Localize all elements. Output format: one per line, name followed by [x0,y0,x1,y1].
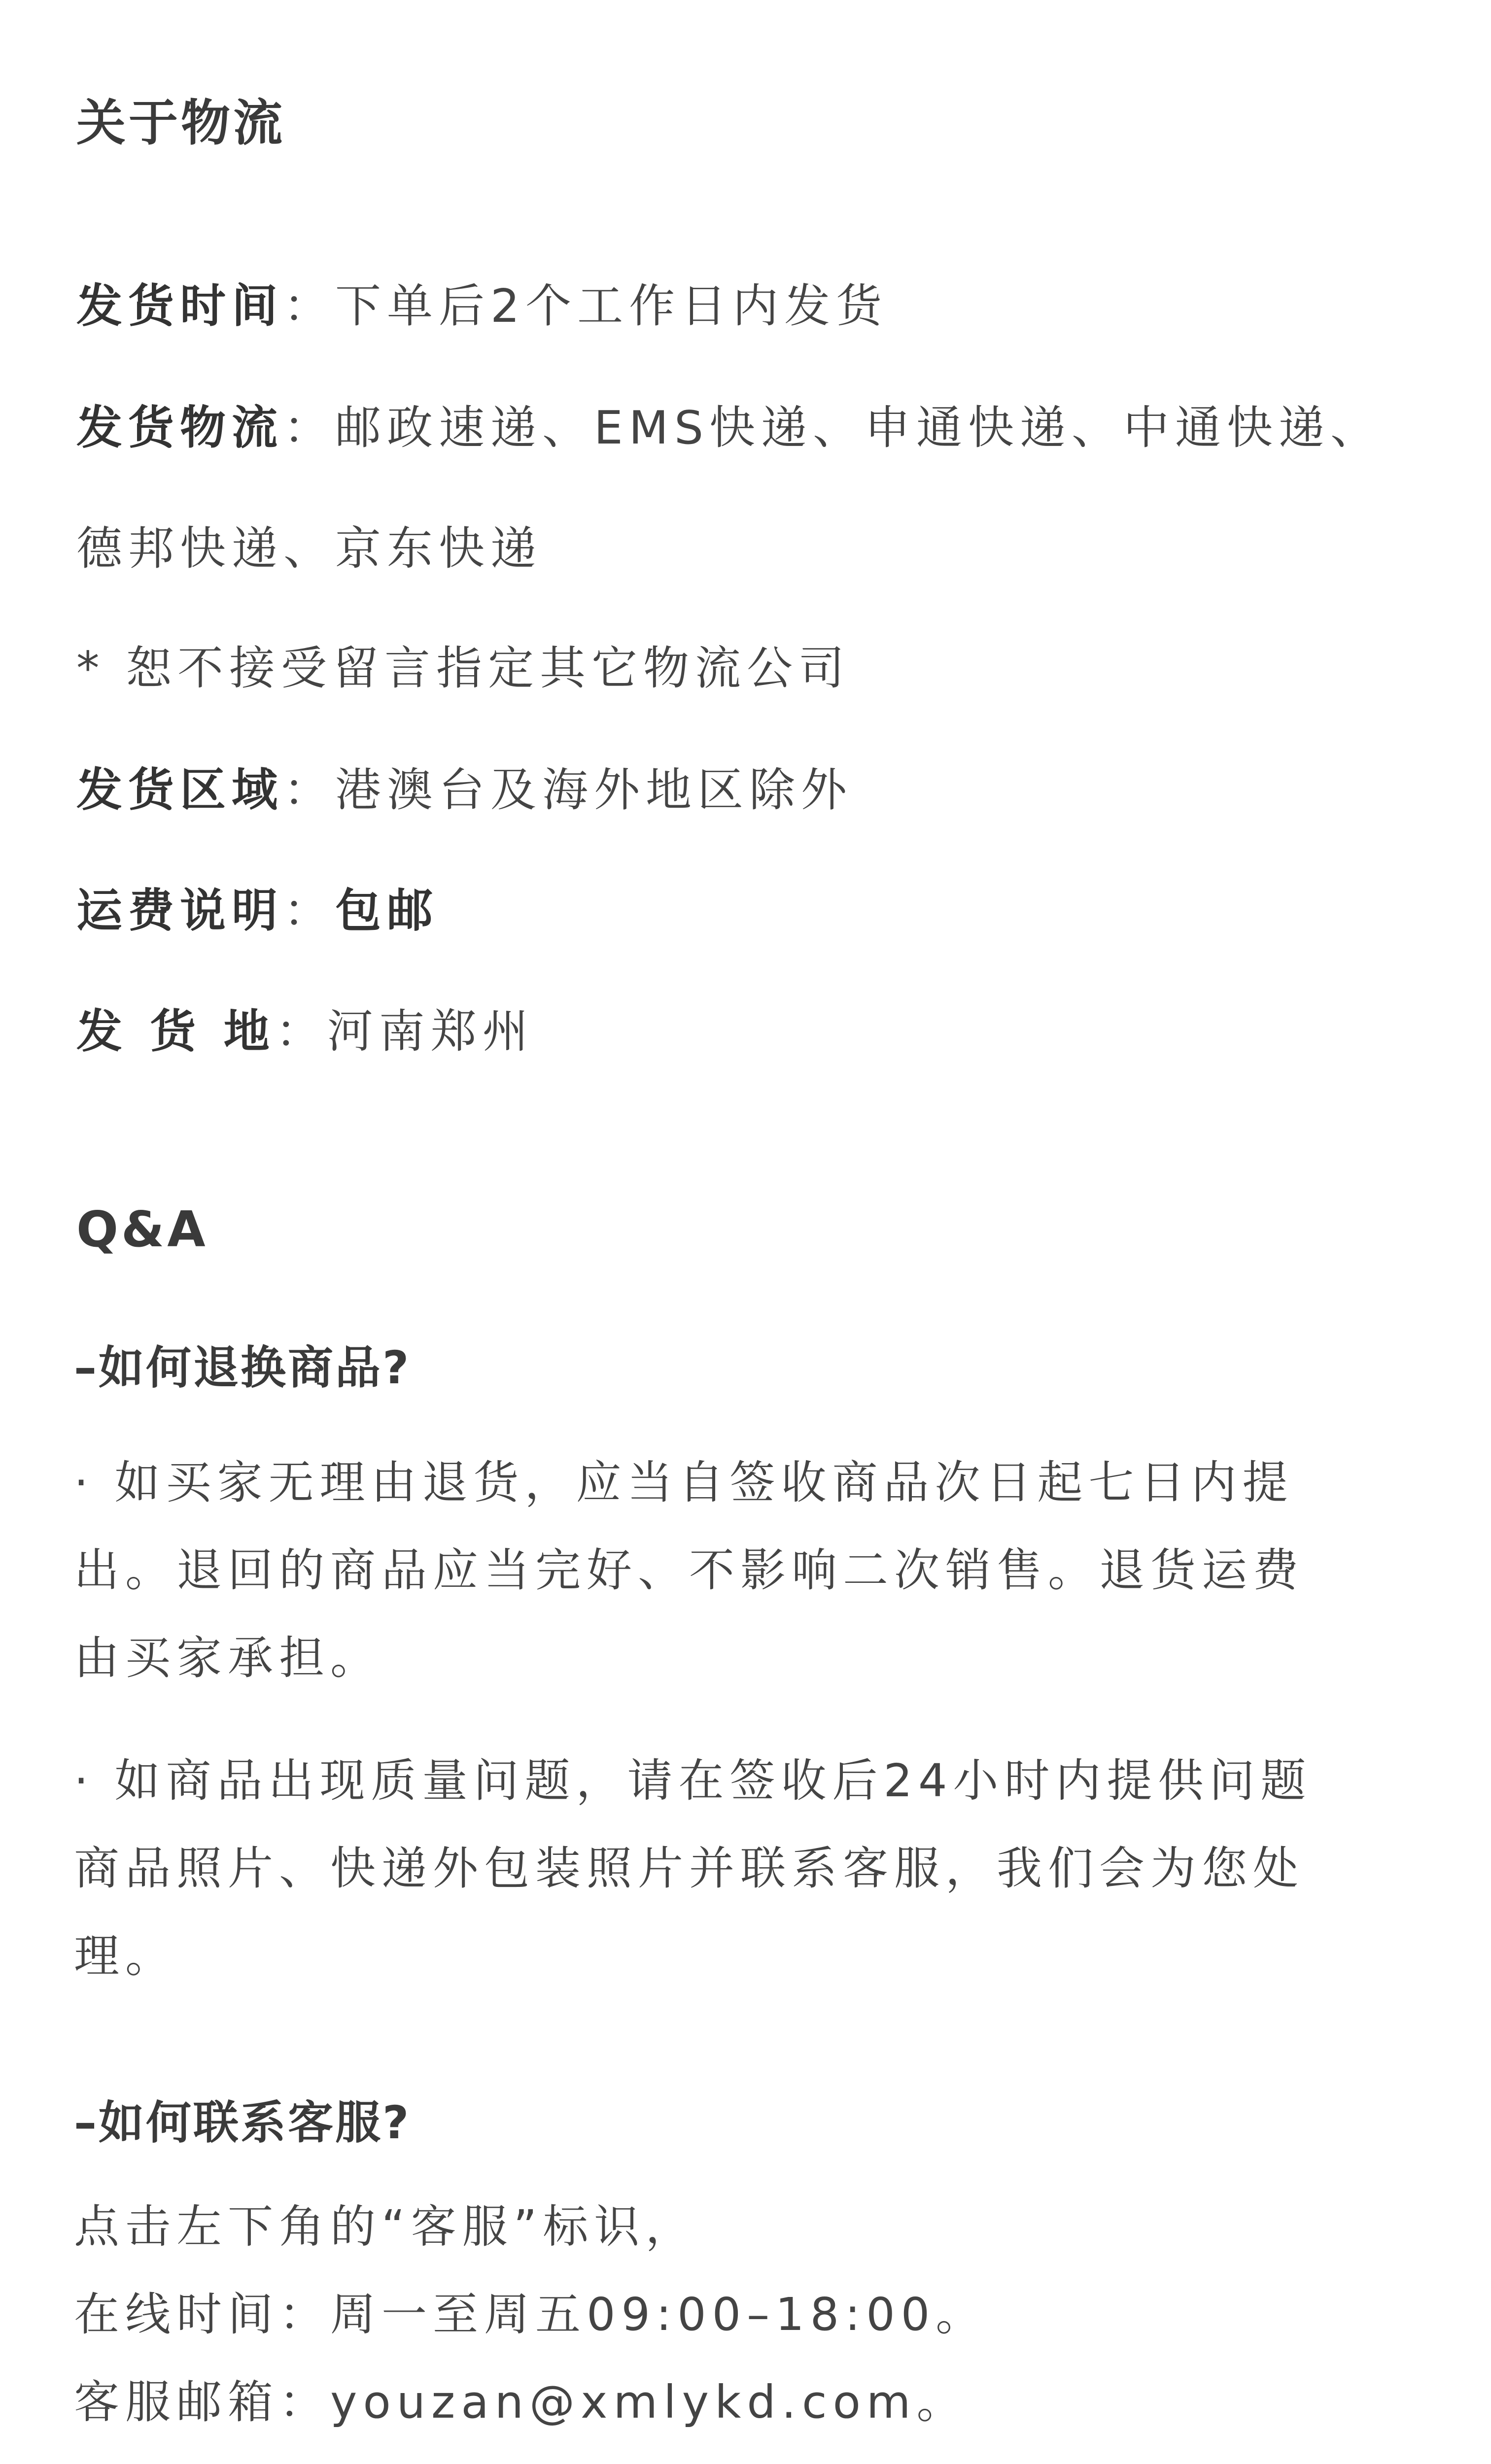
returns-answer-1-line: 由买家承担。 [74,1632,382,1684]
returns-answer-2 [74,1737,1424,2000]
shipping-fee-sep: ： [283,884,335,937]
returns-answer-2-line: 商品照片、快递外包装照片并联系客服，我们会为您处 [74,1842,1305,1895]
returns-answer-2-line: · 如商品出现质量问题，请在签收后24小时内提供问题 [74,1754,1312,1807]
ship-time-row [76,279,888,333]
returns-answer-1-line: · 如买家无理由退货，应当自签收商品次日起七日内提 [74,1456,1294,1509]
ship-from-label: 发 货 地 [76,1005,276,1058]
ship-carriers-continued: 德邦快递、京东快递 [76,522,542,575]
contact-answer [74,2183,1424,2446]
ship-carriers-label: 发货物流 [76,401,283,454]
contact-question: –如何联系客服? [74,2096,411,2149]
returns-answer-2-line: 理。 [74,1930,177,1983]
ship-region-row [76,763,853,817]
logistics-heading: 关于物流 [76,94,285,152]
contact-answer-line: 客服邮箱：youzan@xmlykd.com。 [74,2376,968,2429]
returns-answer-1 [74,1439,1424,1702]
shipping-fee-label: 运费说明 [76,884,283,937]
ship-region-value: 港澳台及海外地区除外 [335,763,853,817]
ship-carriers-sep: ： [283,401,335,454]
ship-time-label: 发货时间 [76,279,283,333]
ship-carriers-value-line1: 邮政速递、EMS快递、申通快递、中通快递、 [335,401,1383,454]
ship-region-label: 发货区域 [76,763,283,817]
shipping-fee-value: 包邮 [335,884,439,937]
carrier-note: * 恕不接受留言指定其它物流公司 [76,642,851,695]
contact-answer-line: 在线时间：周一至周五09:00–18:00。 [74,2288,987,2341]
contact-answer-line: 点击左下角的“客服”标识， [74,2200,697,2253]
ship-carriers-row [76,401,1383,454]
ship-from-row [76,1005,534,1058]
returns-question: –如何退换商品? [74,1341,411,1394]
ship-region-sep: ： [283,763,335,817]
qa-heading: Q&A [76,1200,208,1258]
returns-answer-1-line: 出。退回的商品应当完好、不影响二次销售。退货运费 [74,1544,1305,1597]
ship-time-sep: ： [283,279,335,333]
ship-from-sep: ： [275,1005,327,1058]
ship-time-value: 下单后2个工作日内发货 [335,279,888,333]
shipping-fee-row [76,884,439,937]
ship-from-value: 河南郑州 [327,1005,534,1058]
